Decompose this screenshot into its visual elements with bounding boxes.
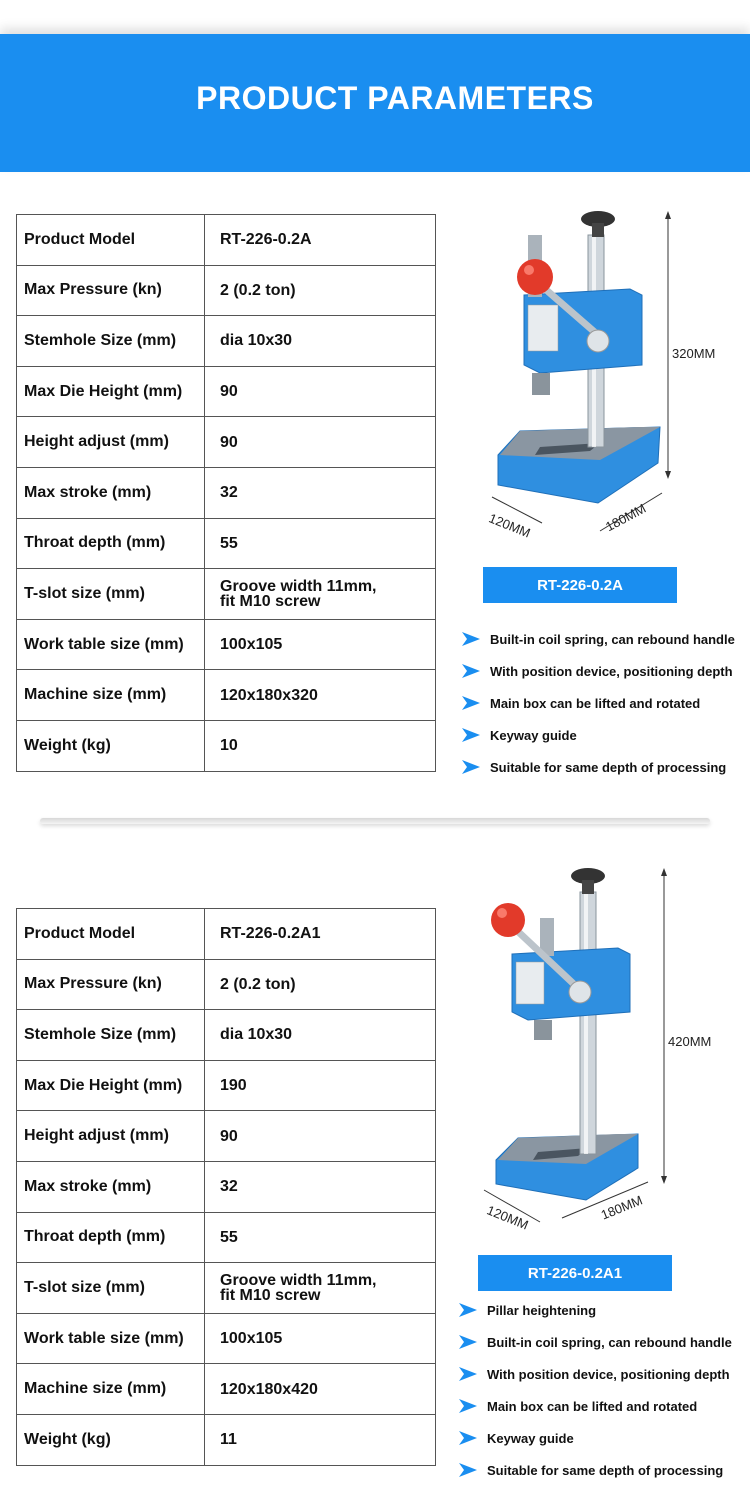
section-divider [40, 818, 710, 824]
list-item [460, 687, 735, 719]
spec-value: 55 [205, 1212, 436, 1263]
spec-value: 11 [205, 1414, 436, 1465]
spec-label: Machine size (mm) [17, 670, 205, 721]
table-row [17, 1060, 436, 1111]
spec-label: Weight (kg) [17, 720, 205, 771]
spec-label: Stemhole Size (mm) [17, 1010, 205, 1061]
spec-value-line2: fit M10 screw [220, 592, 321, 610]
feature-text: Main box can be lifted and rotated [490, 695, 701, 711]
arrow-right-icon [457, 1461, 479, 1479]
spec-label: Stemhole Size (mm) [17, 316, 205, 367]
list-item [457, 1294, 732, 1326]
arrow-right-icon [460, 726, 482, 744]
arrow-right-icon [457, 1365, 479, 1383]
dimension-width-label: 180MM [598, 1192, 645, 1223]
spec-label: Height adjust (mm) [17, 417, 205, 468]
spec-label: Product Model [17, 215, 205, 266]
spec-label: Height adjust (mm) [17, 1111, 205, 1162]
spec-label: Product Model [17, 909, 205, 960]
spec-value: 90 [205, 417, 436, 468]
spec-label: Throat depth (mm) [17, 518, 205, 569]
spec-value: 2 (0.2 ton) [205, 959, 436, 1010]
feature-text: Main box can be lifted and rotated [487, 1398, 698, 1414]
spec-value-line1: Groove width 11mm, [220, 1271, 377, 1289]
arrow-right-icon [460, 662, 482, 680]
model-label-box: RT-226-0.2A [483, 567, 677, 603]
list-item [457, 1454, 732, 1486]
press-machine-illustration [480, 205, 740, 555]
spec-value: 32 [205, 467, 436, 518]
table-row [17, 215, 436, 266]
table-row [17, 909, 436, 960]
spec-label: Max Die Height (mm) [17, 1060, 205, 1111]
spec-label: Weight (kg) [17, 1414, 205, 1465]
spec-value: 10 [205, 720, 436, 771]
feature-text: Keyway guide [490, 727, 577, 743]
dimension-depth-label: 120MM [484, 1202, 531, 1233]
arrow-right-icon [457, 1429, 479, 1447]
table-row [17, 518, 436, 569]
feature-text: Suitable for same depth of processing [490, 759, 727, 775]
table-row [17, 366, 436, 417]
spec-label: Max Die Height (mm) [17, 366, 205, 417]
spec-value: 90 [205, 366, 436, 417]
spec-value: dia 10x30 [205, 316, 436, 367]
spec-label: Throat depth (mm) [17, 1212, 205, 1263]
spec-value: 120x180x320 [205, 670, 436, 721]
dimension-depth-label: 120MM [486, 510, 533, 541]
table-row [17, 417, 436, 468]
page-title: PRODUCT PARAMETERS [196, 79, 594, 116]
arrow-right-icon [460, 630, 482, 648]
feature-list [457, 1294, 732, 1486]
table-row [17, 316, 436, 367]
arrow-right-icon [460, 694, 482, 712]
spec-label: Max Pressure (kn) [17, 959, 205, 1010]
header-banner [0, 34, 750, 172]
table-row [17, 1263, 436, 1314]
spec-value-line1: Groove width 11mm, [220, 577, 377, 595]
spec-label: T-slot size (mm) [17, 1263, 205, 1314]
spec-value: 100x105 [205, 1313, 436, 1364]
arrow-right-icon [457, 1397, 479, 1415]
spec-value: RT-226-0.2A1 [205, 909, 436, 960]
spec-value: 55 [205, 518, 436, 569]
spec-value: 100x105 [205, 619, 436, 670]
spec-label: Max Pressure (kn) [17, 265, 205, 316]
dimension-height-label: 420MM [668, 1034, 712, 1049]
table-row [17, 1111, 436, 1162]
table-row [17, 1364, 436, 1415]
feature-list [460, 623, 735, 783]
list-item [457, 1422, 732, 1454]
feature-text: With position device, positioning depth [490, 663, 733, 679]
table-row [17, 959, 436, 1010]
spec-table-rt-226-0-2a1 [16, 908, 436, 1466]
table-row [17, 569, 436, 620]
table-row [17, 720, 436, 771]
spec-value: 190 [205, 1060, 436, 1111]
dimension-width-label: 180MM [603, 500, 649, 535]
table-row [17, 1161, 436, 1212]
table-row [17, 1212, 436, 1263]
feature-text: With position device, positioning depth [487, 1366, 730, 1382]
list-item [460, 751, 735, 783]
spec-value [205, 1263, 436, 1314]
spec-value: dia 10x30 [205, 1010, 436, 1061]
table-row [17, 1010, 436, 1061]
feature-text: Keyway guide [487, 1430, 574, 1446]
table-row [17, 1414, 436, 1465]
spec-label: T-slot size (mm) [17, 569, 205, 620]
list-item [457, 1358, 732, 1390]
list-item [457, 1390, 732, 1422]
feature-text: Suitable for same depth of processing [487, 1462, 724, 1478]
model-label-box: RT-226-0.2A1 [478, 1255, 672, 1291]
arrow-right-icon [457, 1301, 479, 1319]
list-item [460, 655, 735, 687]
spec-label: Work table size (mm) [17, 1313, 205, 1364]
dimension-height-label: 320MM [672, 346, 716, 361]
spec-value [205, 569, 436, 620]
spec-label: Work table size (mm) [17, 619, 205, 670]
spec-table-rt-226-0-2a [16, 214, 436, 772]
spec-value-line2: fit M10 screw [220, 1286, 321, 1304]
feature-text: Built-in coil spring, can rebound handle [490, 631, 735, 647]
list-item [457, 1326, 732, 1358]
spec-value: 120x180x420 [205, 1364, 436, 1415]
table-row [17, 1313, 436, 1364]
spec-label: Max stroke (mm) [17, 467, 205, 518]
spec-label: Machine size (mm) [17, 1364, 205, 1415]
feature-text: Pillar heightening [487, 1302, 597, 1318]
spec-label: Max stroke (mm) [17, 1161, 205, 1212]
spec-value: 32 [205, 1161, 436, 1212]
feature-text: Built-in coil spring, can rebound handle [487, 1334, 732, 1350]
spec-value: 90 [205, 1111, 436, 1162]
spec-value: RT-226-0.2A [205, 215, 436, 266]
table-row [17, 670, 436, 721]
table-row [17, 467, 436, 518]
table-row [17, 265, 436, 316]
arrow-right-icon [460, 758, 482, 776]
table-row [17, 619, 436, 670]
arrow-right-icon [457, 1333, 479, 1351]
list-item [460, 719, 735, 751]
list-item [460, 623, 735, 655]
spec-value: 2 (0.2 ton) [205, 265, 436, 316]
